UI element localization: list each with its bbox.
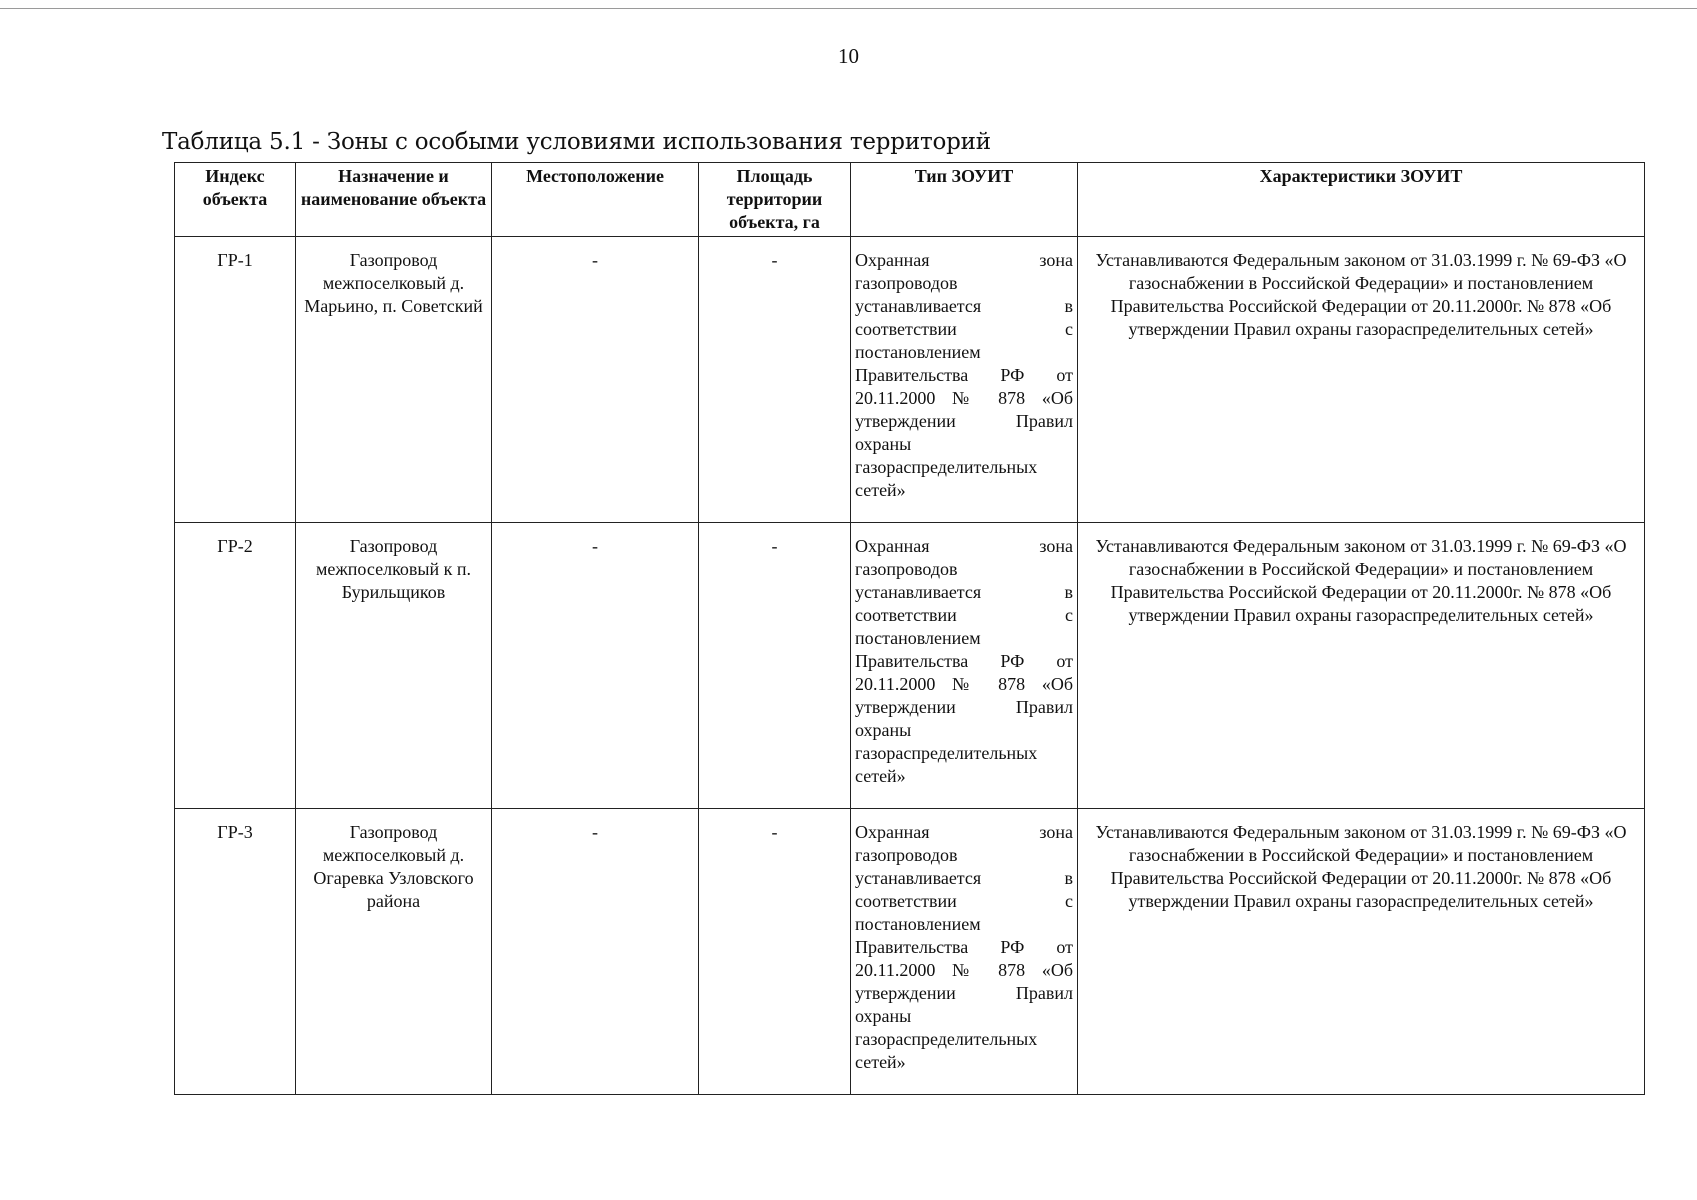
page-number: 10 [838, 44, 859, 68]
cell-type: Охранная зона газопроводов устанавливается в соответствии с постановлением Правительства РФ от 20.11.2000 № 878 «Об утверждении Правил охраны газораспределительных сетей» [851, 523, 1078, 809]
page-top-rule [0, 8, 1697, 9]
cell-area: - [699, 809, 851, 1095]
header-area: Площадь территории объекта, га [699, 163, 851, 237]
cell-characteristics: Устанавливаются Федеральным законом от 31.03.1999 г. № 69-ФЗ «О газоснабжении в Российской Федерации» и постановлением Правительства Российской Федерации от 20.11.2000г. № 878 «Об утверждении Правил охраны газораспределительных сетей» [1078, 237, 1645, 523]
header-index: Индекс объекта [175, 163, 296, 237]
cell-index: ГР-3 [175, 809, 296, 1095]
table-header-row [175, 163, 1645, 237]
cell-location: - [492, 237, 699, 523]
cell-characteristics: Устанавливаются Федеральным законом от 31.03.1999 г. № 69-ФЗ «О газоснабжении в Российской Федерации» и постановлением Правительства Российской Федерации от 20.11.2000г. № 878 «Об утверждении Правил охраны газораспределительных сетей» [1078, 809, 1645, 1095]
cell-characteristics: Устанавливаются Федеральным законом от 31.03.1999 г. № 69-ФЗ «О газоснабжении в Российской Федерации» и постановлением Правительства Российской Федерации от 20.11.2000г. № 878 «Об утверждении Правил охраны газораспределительных сетей» [1078, 523, 1645, 809]
cell-name: Газопровод межпоселковый к п. Бурильщиков [296, 523, 492, 809]
header-location: Местоположение [492, 163, 699, 237]
header-characteristics: Характеристики ЗОУИТ [1078, 163, 1645, 237]
cell-type: Охранная зона газопроводов устанавливается в соответствии с постановлением Правительства РФ от 20.11.2000 № 878 «Об утверждении Правил охраны газораспределительных сетей» [851, 237, 1078, 523]
cell-area: - [699, 523, 851, 809]
cell-index: ГР-2 [175, 523, 296, 809]
cell-index: ГР-1 [175, 237, 296, 523]
cell-name: Газопровод межпоселковый д. Марьино, п. Советский [296, 237, 492, 523]
table-title: Таблица 5.1 - Зоны с особыми условиями использования территорий [162, 129, 991, 155]
table-row [175, 809, 1645, 1095]
cell-type: Охранная зона газопроводов устанавливается в соответствии с постановлением Правительства РФ от 20.11.2000 № 878 «Об утверждении Правил охраны газораспределительных сетей» [851, 809, 1078, 1095]
header-name: Назначение и наименование объекта [296, 163, 492, 237]
table-row [175, 523, 1645, 809]
cell-location: - [492, 809, 699, 1095]
cell-area: - [699, 237, 851, 523]
header-type: Тип ЗОУИТ [851, 163, 1078, 237]
cell-name: Газопровод межпоселковый д. Огаревка Узловского района [296, 809, 492, 1095]
cell-location: - [492, 523, 699, 809]
table-row [175, 237, 1645, 523]
zones-table [174, 162, 1645, 1095]
